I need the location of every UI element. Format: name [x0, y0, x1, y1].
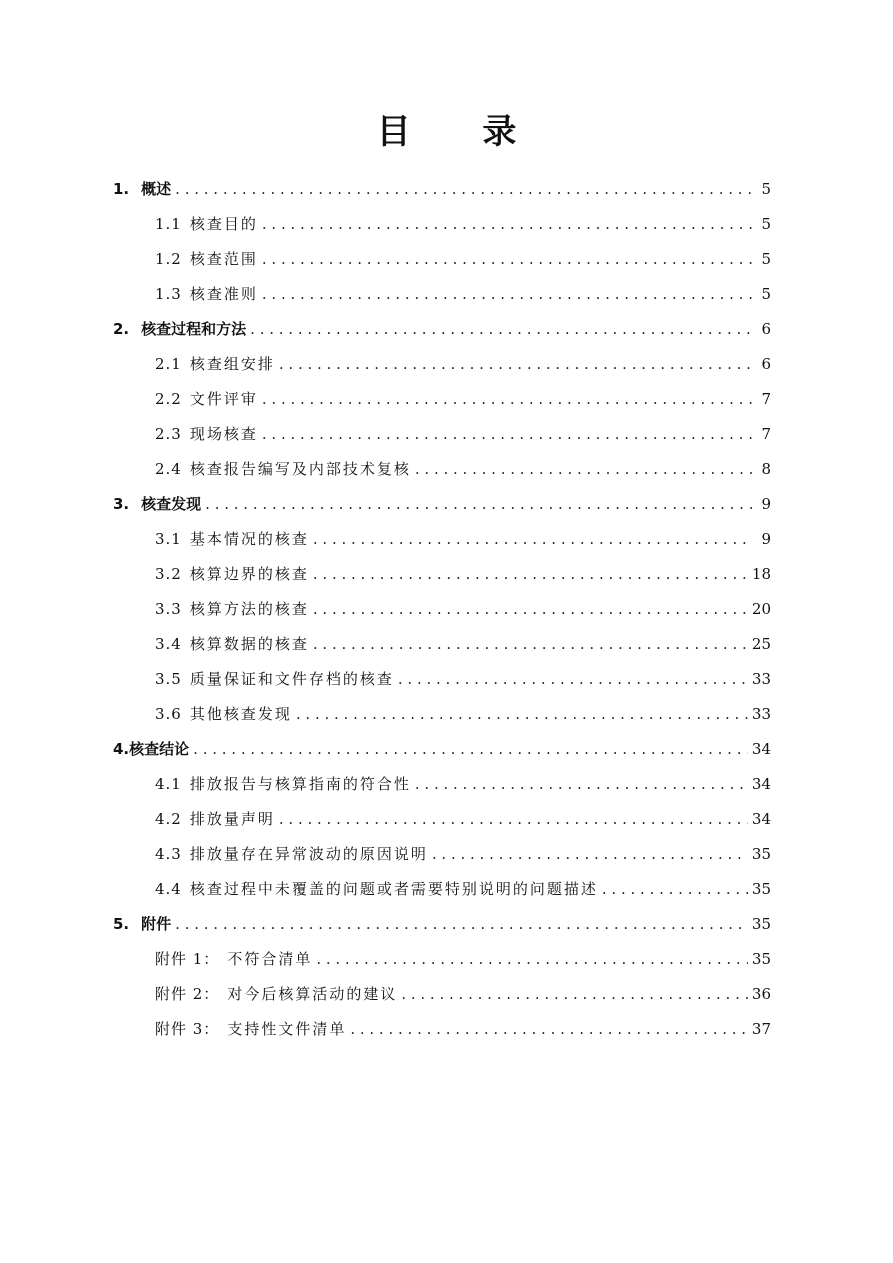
toc-entry-number: 4. — [113, 740, 130, 758]
toc-entry-text: 核算方法的核查 — [189, 600, 309, 618]
toc-dot-leader — [313, 557, 748, 592]
toc-entry-text: 核算边界的核查 — [189, 565, 309, 583]
toc-page-number: 35 — [751, 880, 771, 898]
toc-dot-leader — [313, 627, 748, 662]
toc-entry-text: 核查目的 — [189, 215, 258, 233]
toc-dot-leader — [262, 382, 753, 417]
toc-page-number: 9 — [761, 530, 771, 548]
toc-entry-number: 5. — [113, 915, 130, 933]
toc-entry-label — [155, 977, 397, 1012]
toc-entry-number: 2.1 — [155, 355, 182, 373]
toc-entry-number: 附件 3： — [155, 1020, 220, 1038]
toc-chapter-entry[interactable] — [113, 312, 771, 347]
toc-entry-label — [155, 277, 258, 312]
toc-entry-text: 质量保证和文件存档的核查 — [189, 670, 394, 688]
toc-dot-leader — [262, 277, 753, 312]
toc-entry-text: 附件 — [141, 915, 172, 933]
toc-chapter-entry[interactable] — [113, 487, 771, 522]
toc-section-entry[interactable] — [113, 522, 771, 557]
toc-section-entry[interactable] — [113, 627, 771, 662]
toc-section-entry[interactable] — [113, 452, 771, 487]
toc-entry-text: 文件评审 — [189, 390, 258, 408]
toc-entry-text: 排放量存在异常波动的原因说明 — [189, 845, 428, 863]
toc-page-number: 5 — [761, 215, 771, 233]
toc-section-entry[interactable] — [113, 977, 771, 1012]
toc-page-number: 35 — [751, 915, 771, 933]
toc-entry-number: 3.6 — [155, 705, 182, 723]
toc-entry-text: 其他核查发现 — [189, 705, 292, 723]
toc-page-number: 7 — [761, 390, 771, 408]
toc-section-entry[interactable] — [113, 277, 771, 312]
toc-dot-leader — [350, 1012, 748, 1047]
toc-entry-text: 概述 — [141, 180, 172, 198]
toc-dot-leader — [262, 242, 753, 277]
toc-entry-label — [113, 172, 171, 207]
toc-entry-number: 1. — [113, 180, 130, 198]
toc-dot-leader — [432, 837, 748, 872]
toc-entry-text: 排放报告与核算指南的符合性 — [189, 775, 411, 793]
toc-entry-label — [155, 802, 275, 837]
toc-entry-label — [155, 207, 258, 242]
toc-section-entry[interactable] — [113, 347, 771, 382]
toc-page-number: 25 — [751, 635, 771, 653]
toc-dot-leader — [175, 172, 753, 207]
toc-entry-number: 4.1 — [155, 775, 182, 793]
toc-entry-number: 1.3 — [155, 285, 182, 303]
toc-dot-leader — [279, 347, 753, 382]
toc-entry-number: 4.2 — [155, 810, 182, 828]
toc-entry-label — [155, 942, 312, 977]
toc-entry-text: 对今后核算活动的建议 — [227, 985, 398, 1003]
toc-entry-label — [155, 242, 258, 277]
toc-dot-leader — [193, 732, 748, 767]
toc-entry-label — [155, 767, 411, 802]
toc-dot-leader — [262, 417, 753, 452]
toc-entry-label — [155, 627, 309, 662]
toc-entry-label — [155, 417, 258, 452]
toc-dot-leader — [313, 592, 748, 627]
toc-section-entry[interactable] — [113, 207, 771, 242]
toc-page-number: 33 — [751, 705, 771, 723]
toc-section-entry[interactable] — [113, 1012, 771, 1047]
toc-entry-number: 4.3 — [155, 845, 182, 863]
toc-section-entry[interactable] — [113, 802, 771, 837]
toc-section-entry[interactable] — [113, 872, 771, 907]
toc-entry-label — [113, 907, 171, 942]
toc-entry-number: 附件 2： — [155, 985, 220, 1003]
toc-entry-text: 现场核查 — [189, 425, 258, 443]
toc-entry-label — [155, 522, 309, 557]
toc-entry-text: 核查过程和方法 — [141, 320, 247, 338]
toc-section-entry[interactable] — [113, 837, 771, 872]
toc-page-number: 36 — [751, 985, 771, 1003]
toc-entry-label — [155, 557, 309, 592]
toc-entry-text: 核查结论 — [129, 740, 190, 758]
toc-dot-leader — [602, 872, 748, 907]
toc-page-number: 5 — [761, 180, 771, 198]
toc-dot-leader — [398, 662, 748, 697]
toc-entry-text: 支持性文件清单 — [227, 1020, 347, 1038]
toc-entry-text: 核查发现 — [141, 495, 202, 513]
toc-entry-label — [155, 837, 428, 872]
toc-dot-leader — [415, 452, 753, 487]
toc-section-entry[interactable] — [113, 417, 771, 452]
toc-entry-number: 4.4 — [155, 880, 182, 898]
toc-section-entry[interactable] — [113, 592, 771, 627]
toc-section-entry[interactable] — [113, 662, 771, 697]
toc-page-number: 5 — [761, 250, 771, 268]
toc-dot-leader — [205, 487, 753, 522]
toc-dot-leader — [279, 802, 748, 837]
toc-entry-number: 2.4 — [155, 460, 182, 478]
toc-section-entry[interactable] — [113, 242, 771, 277]
toc-page-number: 34 — [751, 775, 771, 793]
toc-entry-text: 核查报告编写及内部技术复核 — [189, 460, 411, 478]
toc-entry-number: 1.1 — [155, 215, 182, 233]
toc-entry-label — [155, 662, 394, 697]
toc-entry-label — [155, 347, 275, 382]
toc-entry-label — [155, 872, 598, 907]
toc-section-entry[interactable] — [113, 382, 771, 417]
toc-page-number: 6 — [761, 320, 771, 338]
toc-dot-leader — [296, 697, 748, 732]
toc-entry-number: 3.2 — [155, 565, 182, 583]
toc-entry-number: 3.3 — [155, 600, 182, 618]
toc-page-number: 8 — [761, 460, 771, 478]
toc-section-entry[interactable] — [113, 557, 771, 592]
toc-page-number: 33 — [751, 670, 771, 688]
toc-dot-leader — [313, 522, 753, 557]
toc-page-number: 34 — [751, 810, 771, 828]
toc-page-number: 5 — [761, 285, 771, 303]
toc-entry-number: 3.4 — [155, 635, 182, 653]
toc-entry-number: 2.3 — [155, 425, 182, 443]
toc-entry-number: 3.5 — [155, 670, 182, 688]
toc-page-number: 35 — [751, 845, 771, 863]
toc-chapter-entry[interactable] — [113, 732, 771, 767]
toc-entry-label — [113, 312, 246, 347]
toc-entry-label — [113, 732, 189, 767]
toc-entry-text: 核查过程中未覆盖的问题或者需要特别说明的问题描述 — [189, 880, 598, 898]
toc-entry-label — [155, 452, 411, 487]
toc-entry-text: 核查组安排 — [189, 355, 275, 373]
toc-dot-leader — [262, 207, 753, 242]
toc-page-number: 20 — [751, 600, 771, 618]
toc-dot-leader — [415, 767, 748, 802]
toc-entry-number: 2.2 — [155, 390, 182, 408]
toc-entry-text: 基本情况的核查 — [189, 530, 309, 548]
toc-page-number: 34 — [751, 740, 771, 758]
toc-entry-label — [155, 382, 258, 417]
toc-entry-number: 附件 1： — [155, 950, 220, 968]
toc-entry-label — [155, 1012, 346, 1047]
toc-page-number: 9 — [761, 495, 771, 513]
toc-entry-number: 3. — [113, 495, 130, 513]
toc-list — [113, 172, 771, 1047]
toc-entry-text: 排放量声明 — [189, 810, 275, 828]
toc-entry-number: 2. — [113, 320, 130, 338]
toc-entry-text: 核查准则 — [189, 285, 258, 303]
toc-entry-number: 3.1 — [155, 530, 182, 548]
toc-entry-label — [113, 487, 201, 522]
toc-chapter-entry[interactable] — [113, 172, 771, 207]
toc-page-number: 6 — [761, 355, 771, 373]
toc-page-number: 35 — [751, 950, 771, 968]
toc-page-number: 18 — [751, 565, 771, 583]
toc-entry-text: 不符合清单 — [227, 950, 313, 968]
toc-entry-text: 核查范围 — [189, 250, 258, 268]
toc-chapter-entry[interactable] — [113, 907, 771, 942]
toc-dot-leader — [250, 312, 753, 347]
toc-entry-text: 核算数据的核查 — [189, 635, 309, 653]
toc-entry-number: 1.2 — [155, 250, 182, 268]
toc-entry-label — [155, 697, 292, 732]
toc-dot-leader — [175, 907, 748, 942]
toc-section-entry[interactable] — [113, 942, 771, 977]
toc-section-entry[interactable] — [113, 697, 771, 732]
toc-page-number: 7 — [761, 425, 771, 443]
toc-entry-label — [155, 592, 309, 627]
toc-section-entry[interactable] — [113, 767, 771, 802]
toc-page-number: 37 — [751, 1020, 771, 1038]
toc-title: 目 录 — [376, 112, 547, 152]
toc-dot-leader — [316, 942, 748, 977]
toc-dot-leader — [401, 977, 748, 1012]
